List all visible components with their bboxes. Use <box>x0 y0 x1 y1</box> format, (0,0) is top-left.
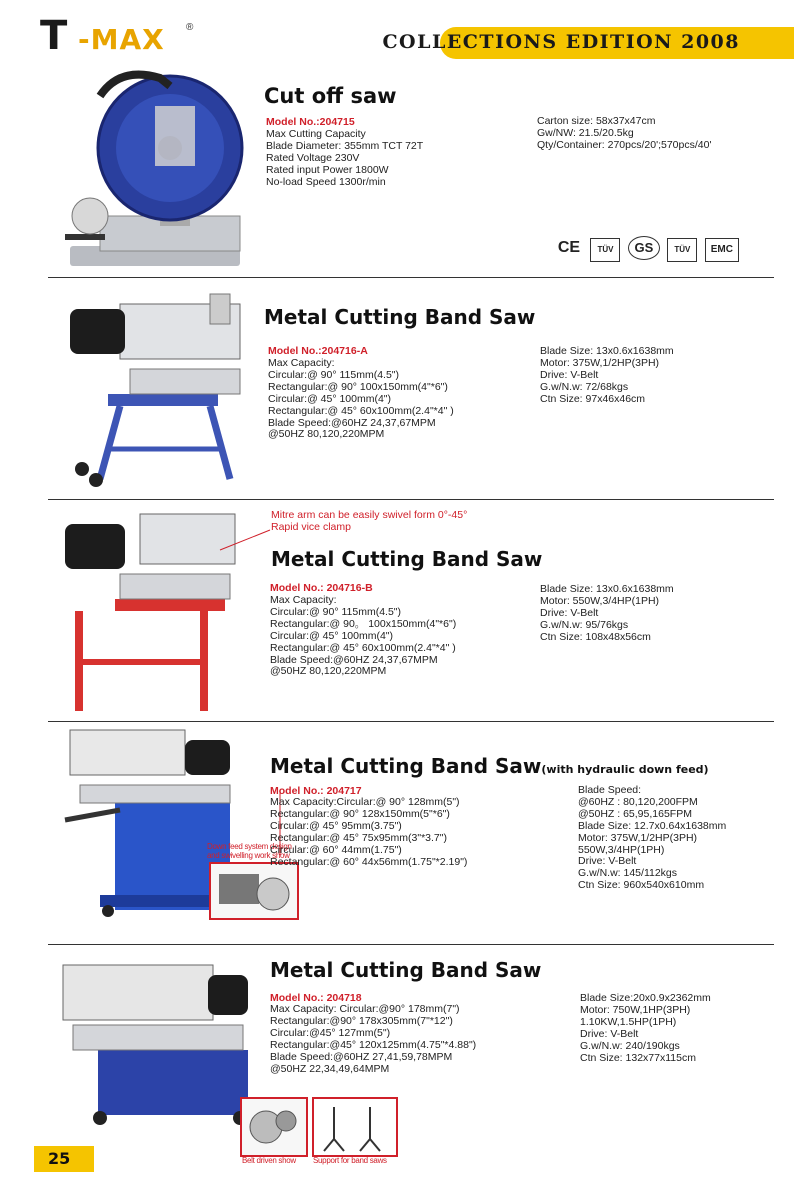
page-number-badge <box>34 1146 94 1172</box>
band-saw-204716a-image <box>60 284 260 489</box>
edition-banner-text: COLLECTIONS EDITION 2008 <box>382 31 740 53</box>
packing-line: Blade Size: 13x0.6x1638mm <box>540 583 674 595</box>
packing-line: Motor: 375W,1/2HP(3PH) <box>540 356 660 369</box>
spec-line: Rectangular:@ 45° 60x100mm(2.4"*4" ) <box>268 404 454 417</box>
spec-line: Blade Speed:@60HZ 24,37,67MPM <box>270 653 438 666</box>
feature-notes <box>271 509 467 533</box>
spec-line: Rectangular:@ 90。 100x150mm(4"*6") <box>270 617 457 630</box>
packing-info <box>540 584 674 644</box>
spec-list <box>270 1004 476 1075</box>
packing-line: G.w/N.w: 95/76kgs <box>540 618 629 631</box>
packing-line: Ctn Size: 132x77x115cm <box>580 1051 696 1064</box>
spec-line: Rated Voltage 230V <box>266 151 360 164</box>
section-divider <box>48 277 774 278</box>
model-number: Model No.:204715 <box>266 116 355 128</box>
packing-line: Drive: V-Belt <box>578 855 637 868</box>
packing-line: Motor: 750W,1HP(3PH) <box>580 1003 691 1016</box>
product-title-row <box>270 754 709 778</box>
spec-line: Circular:@ 45° 100mm(4") <box>268 392 392 405</box>
product-title-band-saw: Metal Cutting Band Saw <box>264 305 536 329</box>
spec-line: Rectangular:@ 45° 75x95mm(3"*3.7") <box>270 831 447 844</box>
spec-line: No-load Speed 1300r/min <box>266 175 386 188</box>
product-title-suffix: (with hydraulic down feed) <box>541 763 709 776</box>
spec-line: Rated input Power 1800W <box>266 163 389 176</box>
spec-line: Max Capacity:Circular:@ 90° 128mm(5") <box>270 796 460 808</box>
spec-list <box>270 595 456 678</box>
detail-inset-down-feed <box>209 862 299 920</box>
packing-line: Ctn Size: 108x48x56cm <box>540 630 651 643</box>
packing-line: Ctn Size: 97x46x46cm <box>540 392 646 405</box>
packing-line: Ctn Size: 960x540x610mm <box>578 879 705 892</box>
packing-line: Carton size: 58x37x47cm <box>537 115 656 127</box>
packing-line: @50HZ : 65,95,165FPM <box>578 807 692 820</box>
belt-drive-detail-image <box>242 1099 306 1155</box>
packing-line: 1.10KW,1.5HP(1PH) <box>580 1015 677 1028</box>
packing-line: 550W,3/4HP(1PH) <box>578 843 665 856</box>
brand-logo <box>40 14 200 58</box>
packing-line: Blade Size: 12.7x0.64x1638mm <box>578 819 727 832</box>
tuv-rheinland-mark-icon: TÜV <box>667 238 697 262</box>
tuv-mark-icon: TÜV <box>590 238 620 262</box>
packing-line: Drive: V-Belt <box>540 368 599 381</box>
spec-line: @50HZ 80,120,220MPM <box>268 428 385 441</box>
spec-line: Blade Speed:@60HZ 24,37,67MPM <box>268 416 436 429</box>
spec-line: Blade Diameter: 355mm TCT 72T <box>266 139 424 152</box>
packing-info <box>537 116 711 152</box>
packing-line: Motor: 375W,1/2HP(3PH) <box>578 831 698 844</box>
spec-line: Blade Speed:@60HZ 27,41,59,78MPM <box>270 1050 453 1063</box>
spec-line: Circular:@ 45° 95mm(3.75") <box>270 819 402 832</box>
logo-max-text: -MAX <box>78 23 165 56</box>
inset-caption-belt: Belt driven show <box>242 1156 296 1165</box>
packing-line: Blade Size: 13x0.6x1638mm <box>540 345 674 357</box>
packing-line: Blade Size:20x0.9x2362mm <box>580 992 711 1004</box>
page-number: 25 <box>48 1149 71 1168</box>
spec-line: Max Capacity: <box>270 594 337 606</box>
certification-marks <box>555 236 742 262</box>
spec-line: Circular:@45° 127mm(5") <box>270 1026 391 1039</box>
packing-info <box>540 346 674 406</box>
emc-mark-icon: EMC <box>705 238 739 262</box>
packing-line: Drive: V-Belt <box>580 1027 639 1040</box>
inset-caption-line: Down feed system design <box>207 842 292 851</box>
spec-line: Rectangular:@45° 120x125mm(4.75"*4.88") <box>270 1038 477 1051</box>
spec-line: Circular:@ 60° 44mm(1.75") <box>270 843 402 856</box>
spec-line: Circular:@ 90° 115mm(4.5") <box>268 368 400 381</box>
spec-line: Rectangular:@ 60° 44x56mm(1.75"*2.19") <box>270 855 468 868</box>
detail-inset-belt-drive <box>240 1097 308 1157</box>
logo-t-mark: T <box>40 13 68 59</box>
product-title-band-saw: Metal Cutting Band Saw <box>271 547 543 571</box>
ce-mark-icon: CE <box>557 239 581 256</box>
spec-line: @50HZ 22,34,49,64MPM <box>270 1062 390 1075</box>
down-feed-detail-image <box>211 864 297 918</box>
spec-line: Rectangular:@ 90° 128x150mm(5"*6") <box>270 807 450 820</box>
packing-line: Motor: 550W,3/4HP(1PH) <box>540 594 660 607</box>
model-number: Model No.: 204717 <box>270 785 362 797</box>
packing-line: Blade Speed: <box>578 784 642 796</box>
band-saw-204718-image <box>58 955 258 1130</box>
spec-line: Rectangular:@ 90° 100x150mm(4"*6") <box>268 380 448 393</box>
packing-line: Drive: V-Belt <box>540 606 599 619</box>
packing-line: Qty/Container: 270pcs/20';570pcs/40' <box>537 138 712 151</box>
packing-line: G.w/N.w: 240/190kgs <box>580 1039 680 1052</box>
model-number: Model No.: 204718 <box>270 992 362 1004</box>
callout-line <box>215 520 275 555</box>
spec-list <box>266 129 423 189</box>
spec-list <box>270 797 467 868</box>
spec-line: @50HZ 80,120,220MPM <box>270 665 387 678</box>
packing-line: @60HZ : 80,120,200FPM <box>578 795 698 808</box>
packing-line: G.w/N.w: 145/112kgs <box>578 867 678 880</box>
model-number: Model No.: 204716-B <box>270 582 373 594</box>
gs-mark-icon: GS <box>628 236 660 260</box>
feature-note: Mitre arm can be easily swivel form 0°-45° <box>271 509 468 521</box>
inset-caption-support: Support for band saws <box>313 1156 387 1165</box>
inset-caption-line: and swivelling work show <box>207 851 290 860</box>
section-divider <box>48 721 774 722</box>
spec-line: Rectangular:@ 45° 60x100mm(2.4"*4" ) <box>270 641 456 654</box>
edition-banner <box>382 27 794 59</box>
spec-line: Max Capacity: Circular:@90° 178mm(7") <box>270 1003 460 1015</box>
product-title-band-saw: Metal Cutting Band Saw <box>270 754 542 778</box>
product-title-cut-off-saw: Cut off saw <box>264 84 397 108</box>
cut-off-saw-image <box>60 66 250 276</box>
section-divider <box>48 944 774 945</box>
packing-line: G.w/N.w: 72/68kgs <box>540 380 629 393</box>
packing-info <box>580 993 711 1064</box>
model-number: Model No.:204716-A <box>268 345 368 357</box>
support-stand-image <box>314 1099 396 1155</box>
detail-inset-support <box>312 1097 398 1157</box>
spec-line: Rectangular:@90° 178x305mm(7"*12") <box>270 1014 453 1027</box>
packing-info <box>578 785 726 892</box>
section-divider <box>48 499 774 500</box>
spec-line: Circular:@ 90° 115mm(4.5") <box>270 605 402 618</box>
spec-line: Max Cutting Capacity <box>266 128 366 140</box>
spec-line: Circular:@ 45° 100mm(4") <box>270 629 394 642</box>
packing-line: Gw/NW: 21.5/20.5kg <box>537 126 634 139</box>
feature-note: Rapid vice clamp <box>271 521 351 533</box>
product-title-band-saw: Metal Cutting Band Saw <box>270 958 542 982</box>
registered-mark: ® <box>186 22 194 33</box>
spec-line: Max Capacity: <box>268 357 335 369</box>
spec-list <box>268 358 454 441</box>
